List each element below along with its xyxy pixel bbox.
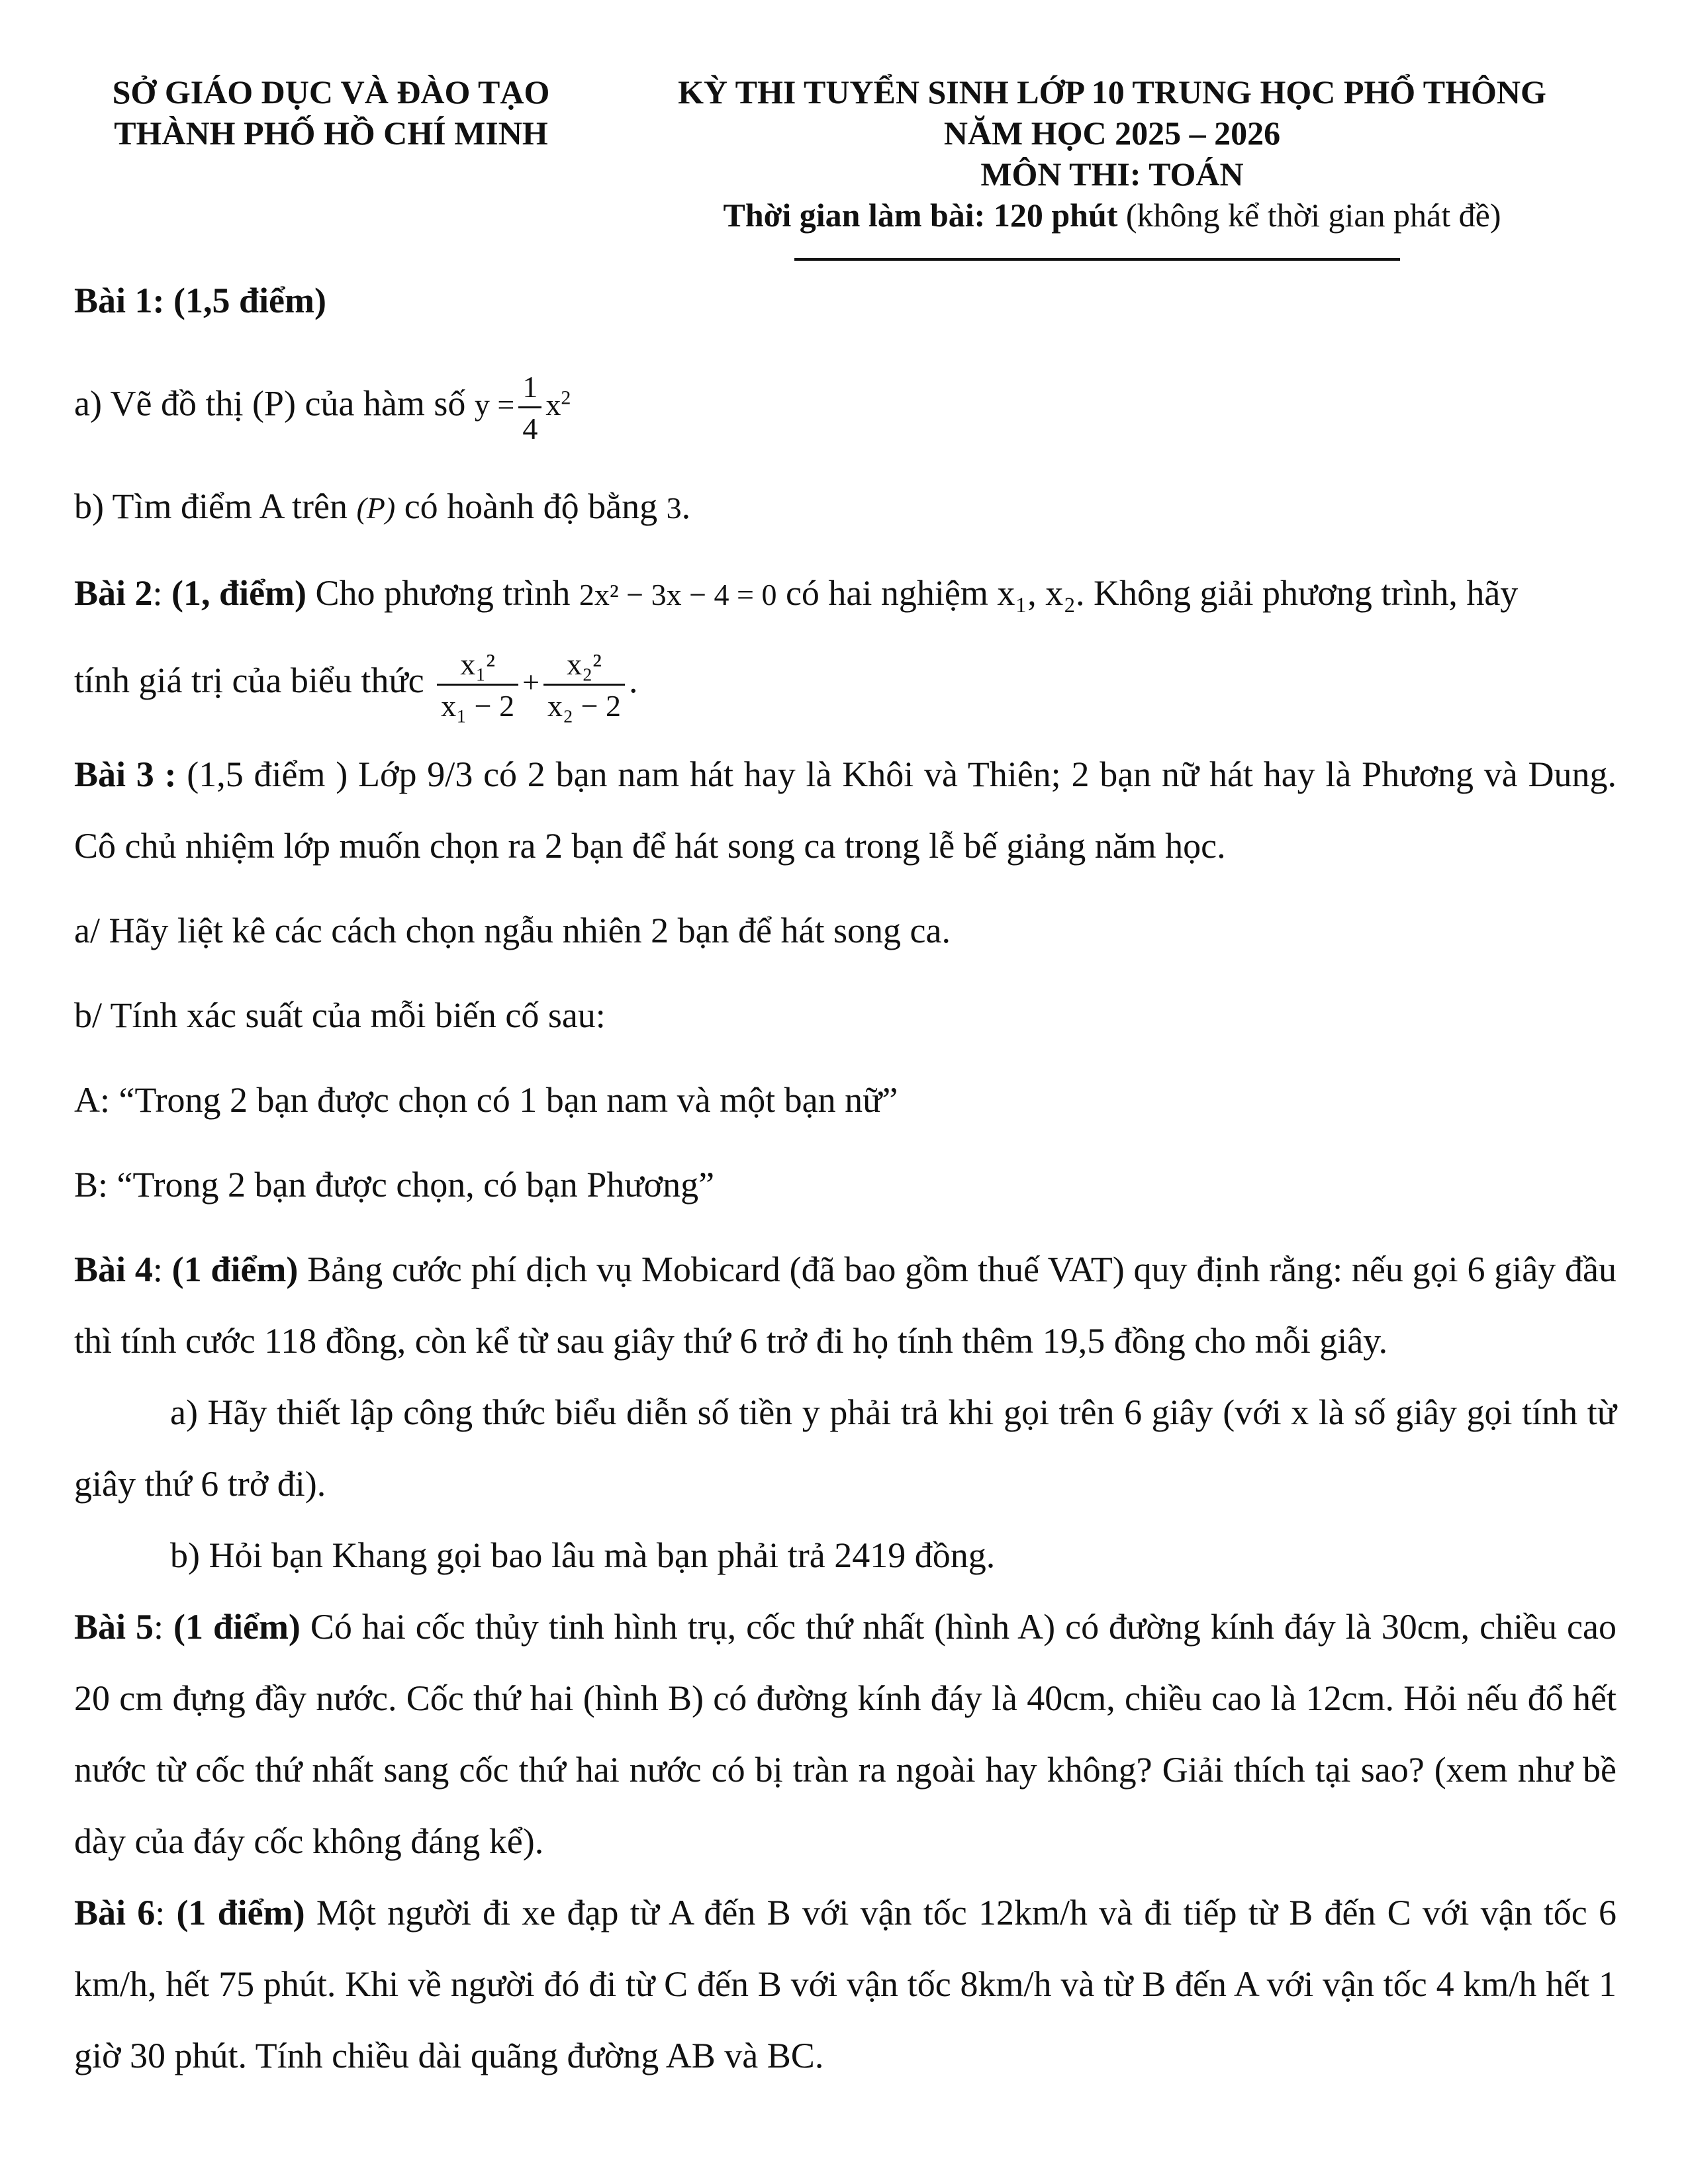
exam-body: [74, 265, 1617, 2091]
bai3-event-b: B: “Trong 2 bạn được chọn, có bạn Phương”: [74, 1165, 715, 1205]
header-divider: [794, 258, 1400, 261]
bai6-title: Bài 6: [74, 1893, 156, 1933]
bai1-a-formula: [474, 370, 571, 446]
bai2-formula: [433, 647, 629, 723]
bai3-text: (1,5 điểm ) Lớp 9/3 có 2 bạn nam hát hay là Khôi và Thiên; 2 bạn nữ hát hay là Phương và Dung. Cô chủ nhiệm lớp muốn chọn ra 2 bạn để hát song ca trong lễ bế giảng năm học.: [74, 754, 1617, 866]
bai1-a-fraction: [518, 372, 541, 444]
bai1-b: [74, 471, 1617, 544]
bai1-a-numerator: 1: [518, 372, 541, 408]
department-name: SỞ GIÁO DỤC VÀ ĐÀO TẠO: [112, 73, 550, 111]
bai2-colon: :: [152, 573, 172, 614]
bai4-score: (1 điểm): [171, 1250, 299, 1290]
city-name: THÀNH PHỐ HỒ CHÍ MINH: [114, 114, 548, 152]
bai1-a-var: x: [545, 388, 561, 422]
bai2-end: .: [629, 660, 638, 701]
bai1-b-text2: có hoành độ bằng: [395, 486, 667, 527]
bai1-title: Bài 1: (1,5 điểm): [74, 281, 326, 320]
bai4-b: b) Hỏi bạn Khang gọi bao lâu mà bạn phải trả 2419 đồng.: [170, 1535, 996, 1576]
bai2-text3: tính giá trị của biểu thức: [74, 660, 434, 701]
bai2-title: Bài 2: [74, 573, 153, 614]
bai2-text1: Cho phương trình: [306, 573, 579, 614]
time-limit: [616, 195, 1609, 236]
bai1-b-text1: b) Tìm điểm A trên: [74, 486, 357, 527]
bai3-intro: [74, 739, 1617, 882]
bai2-fraction-2: [543, 649, 625, 721]
bai1-a-lhs: y =: [474, 388, 515, 422]
bai2-expression: [74, 631, 1617, 732]
time-limit-label: Thời gian làm bài: 120 phút: [723, 197, 1118, 234]
bai2-equation: 2x² − 3x − 4 = 0: [579, 578, 777, 612]
bai3-event-a: A: “Trong 2 bạn được chọn có 1 bạn nam và một bạn nữ”: [74, 1080, 898, 1120]
bai1-b-value: 3: [666, 491, 682, 525]
bai3-b: b/ Tính xác suất của mỗi biến cố sau:: [74, 995, 606, 1036]
bai3-a: a/ Hãy liệt kê các cách chọn ngẫu nhiên 2 bạn để hát song ca.: [74, 911, 951, 951]
bai4-a: a) Hãy thiết lập công thức biểu diễn số tiền y phải trả khi gọi trên 6 giây (với x là số giây gọi tính từ giây thứ 6 trở đi).: [74, 1392, 1617, 1504]
bai2-frac1-den: x₁ − 2: [441, 689, 515, 723]
bai4-colon: :: [152, 1250, 172, 1290]
bai5-colon: :: [154, 1607, 173, 1647]
bai1-a-text: a) Vẽ đồ thị (P) của hàm số: [74, 383, 475, 424]
bai5-text: Có hai cốc thủy tinh hình trụ, cốc thứ nhất (hình A) có đường kính đáy là 30cm, chiều cao 20 cm đựng đầy nước. Cốc thứ hai (hình B) có đường kính đáy là 40cm, chiều cao là 12cm. Hỏi nếu đổ hết nước từ cốc thứ nhất sang cốc thứ hai nước có bị tràn ra ngoài hay không? Giải thích tại sao? (xem như bề dày của đáy cốc không đáng kể).: [74, 1607, 1617, 1862]
bai2-frac1-num: x₁²: [437, 649, 518, 686]
bai4-text: Bảng cước phí dịch vụ Mobicard (đã bao gồm thuế VAT) quy định rằng: nếu gọi 6 giây đầu thì tính cước 118 đồng, còn kể từ sau giây thứ 6 trở đi họ tính thêm 19,5 đồng cho mỗi giây.: [74, 1250, 1617, 1361]
bai6-text: Một người đi xe đạp từ A đến B với vận tốc 12km/h và đi tiếp từ B đến C với vận tốc 6 km/h, hết 75 phút. Khi về người đó đi từ C đến B với vận tốc 8km/h và từ B đến A với vận tốc 4 km/h hết 1 giờ 30 phút. Tính chiều dài quãng đường AB và BC.: [74, 1893, 1617, 2076]
bai2-frac2-num: x₂²: [543, 649, 625, 686]
bai2-frac2-den: x₂ − 2: [547, 689, 622, 723]
bai2-plus: +: [522, 665, 540, 700]
school-year: NĂM HỌC 2025 – 2026: [943, 114, 1281, 152]
bai2-fraction-1: [437, 649, 518, 721]
bai6-colon: :: [155, 1893, 177, 1933]
exam-header: [616, 71, 1609, 236]
bai2-text2: có hai nghiệm x₁, x₂. Không giải phương trình, hãy: [776, 573, 1519, 614]
bai4-title: Bài 4: [74, 1250, 153, 1290]
bai5-score: (1 điểm): [173, 1607, 301, 1647]
bai2-score: (1, điểm): [171, 573, 306, 614]
bai5: [74, 1591, 1617, 1877]
subject: MÔN THI: TOÁN: [980, 156, 1244, 193]
bai1-b-parabola: (P): [356, 491, 396, 525]
bai1-b-end: .: [681, 486, 691, 527]
bai6: [74, 1877, 1617, 2091]
bai3-title: Bài 3 :: [74, 754, 177, 795]
bai2: [74, 557, 1617, 631]
bai5-title: Bài 5: [74, 1607, 154, 1647]
bai4-intro: [74, 1234, 1617, 1377]
bai1-a: [74, 363, 1617, 444]
exam-title: KỲ THI TUYỂN SINH LỚP 10 TRUNG HỌC PHỔ THÔNG: [678, 73, 1546, 111]
bai1-a-exponent: 2: [561, 387, 571, 409]
time-limit-note: (không kể thời gian phát đề): [1117, 197, 1501, 234]
bai6-score: (1 điểm): [176, 1893, 305, 1933]
bai1-a-denominator: 4: [522, 412, 538, 446]
department-header: [66, 71, 596, 154]
